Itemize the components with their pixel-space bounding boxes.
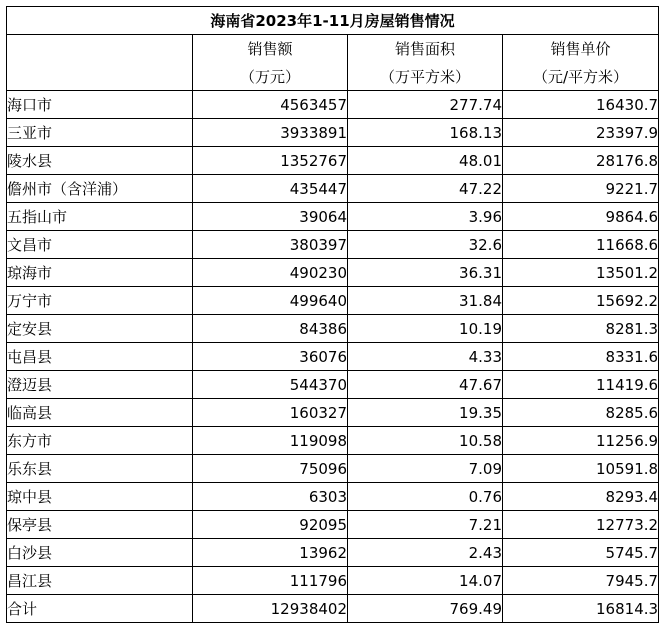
row-area: 0.76 [348, 483, 503, 511]
row-price: 16430.7 [503, 91, 659, 119]
row-amount: 119098 [193, 427, 348, 455]
header-cell-area-top: 销售面积 [348, 35, 503, 63]
row-amount: 39064 [193, 203, 348, 231]
table-row [7, 371, 659, 399]
table-row [7, 567, 659, 595]
table-row [7, 287, 659, 315]
row-amount: 490230 [193, 259, 348, 287]
row-area: 31.84 [348, 287, 503, 315]
row-price: 28176.8 [503, 147, 659, 175]
row-amount: 92095 [193, 511, 348, 539]
row-label: 五指山市 [7, 203, 193, 231]
header-cell-area-unit: （万平方米） [348, 63, 503, 91]
table-row [7, 343, 659, 371]
total-label: 合计 [7, 595, 193, 623]
row-area: 47.22 [348, 175, 503, 203]
total-price: 16814.3 [503, 595, 659, 623]
row-label: 琼海市 [7, 259, 193, 287]
row-amount: 111796 [193, 567, 348, 595]
row-price: 11256.9 [503, 427, 659, 455]
table-row [7, 147, 659, 175]
table-row [7, 483, 659, 511]
row-price: 9864.6 [503, 203, 659, 231]
row-amount: 84386 [193, 315, 348, 343]
row-amount: 380397 [193, 231, 348, 259]
row-label: 澄迈县 [7, 371, 193, 399]
row-area: 32.6 [348, 231, 503, 259]
row-area: 14.07 [348, 567, 503, 595]
row-amount: 3933891 [193, 119, 348, 147]
row-label: 万宁市 [7, 287, 193, 315]
row-price: 8293.4 [503, 483, 659, 511]
row-amount: 499640 [193, 287, 348, 315]
row-label: 东方市 [7, 427, 193, 455]
row-price: 8331.6 [503, 343, 659, 371]
row-area: 10.58 [348, 427, 503, 455]
row-label: 乐东县 [7, 455, 193, 483]
row-area: 19.35 [348, 399, 503, 427]
page-title: 海南省2023年1-11月房屋销售情况 [7, 7, 659, 35]
table-row [7, 231, 659, 259]
row-label: 保亭县 [7, 511, 193, 539]
row-label: 临高县 [7, 399, 193, 427]
table-row [7, 91, 659, 119]
total-amount: 12938402 [193, 595, 348, 623]
table-row [7, 427, 659, 455]
row-price: 11668.6 [503, 231, 659, 259]
row-price: 23397.9 [503, 119, 659, 147]
row-price: 13501.2 [503, 259, 659, 287]
row-price: 9221.7 [503, 175, 659, 203]
row-price: 10591.8 [503, 455, 659, 483]
row-label: 定安县 [7, 315, 193, 343]
row-amount: 4563457 [193, 91, 348, 119]
row-label: 文昌市 [7, 231, 193, 259]
row-label: 三亚市 [7, 119, 193, 147]
table-row [7, 399, 659, 427]
row-area: 277.74 [348, 91, 503, 119]
table-header-row-bottom [7, 63, 659, 91]
row-amount: 75096 [193, 455, 348, 483]
row-price: 8285.6 [503, 399, 659, 427]
row-area: 168.13 [348, 119, 503, 147]
row-area: 36.31 [348, 259, 503, 287]
row-label: 琼中县 [7, 483, 193, 511]
table-title-row [7, 7, 659, 35]
header-cell-amount-unit: （万元） [193, 63, 348, 91]
row-amount: 36076 [193, 343, 348, 371]
table-row [7, 315, 659, 343]
row-label: 儋州市（含洋浦） [7, 175, 193, 203]
total-area: 769.49 [348, 595, 503, 623]
header-cell-price-unit: （元/平方米） [503, 63, 659, 91]
row-label: 海口市 [7, 91, 193, 119]
row-amount: 6303 [193, 483, 348, 511]
row-area: 4.33 [348, 343, 503, 371]
row-amount: 160327 [193, 399, 348, 427]
row-area: 10.19 [348, 315, 503, 343]
table-row [7, 539, 659, 567]
row-amount: 544370 [193, 371, 348, 399]
header-cell-blank-bottom [7, 63, 193, 91]
table-row [7, 511, 659, 539]
row-area: 7.21 [348, 511, 503, 539]
table-row [7, 455, 659, 483]
row-price: 7945.7 [503, 567, 659, 595]
row-area: 47.67 [348, 371, 503, 399]
row-price: 15692.2 [503, 287, 659, 315]
header-cell-price-top: 销售单价 [503, 35, 659, 63]
table-row [7, 119, 659, 147]
sales-table [6, 6, 659, 623]
table-header-row-top [7, 35, 659, 63]
header-cell-amount-top: 销售额 [193, 35, 348, 63]
header-cell-blank-top [7, 35, 193, 63]
table-row [7, 203, 659, 231]
row-amount: 435447 [193, 175, 348, 203]
row-area: 7.09 [348, 455, 503, 483]
row-amount: 1352767 [193, 147, 348, 175]
row-price: 11419.6 [503, 371, 659, 399]
row-area: 2.43 [348, 539, 503, 567]
row-area: 3.96 [348, 203, 503, 231]
table-total-row [7, 595, 659, 623]
row-price: 12773.2 [503, 511, 659, 539]
row-label: 陵水县 [7, 147, 193, 175]
row-price: 5745.7 [503, 539, 659, 567]
row-label: 昌江县 [7, 567, 193, 595]
row-price: 8281.3 [503, 315, 659, 343]
row-amount: 13962 [193, 539, 348, 567]
table-row [7, 259, 659, 287]
row-area: 48.01 [348, 147, 503, 175]
row-label: 白沙县 [7, 539, 193, 567]
row-label: 屯昌县 [7, 343, 193, 371]
table-row [7, 175, 659, 203]
